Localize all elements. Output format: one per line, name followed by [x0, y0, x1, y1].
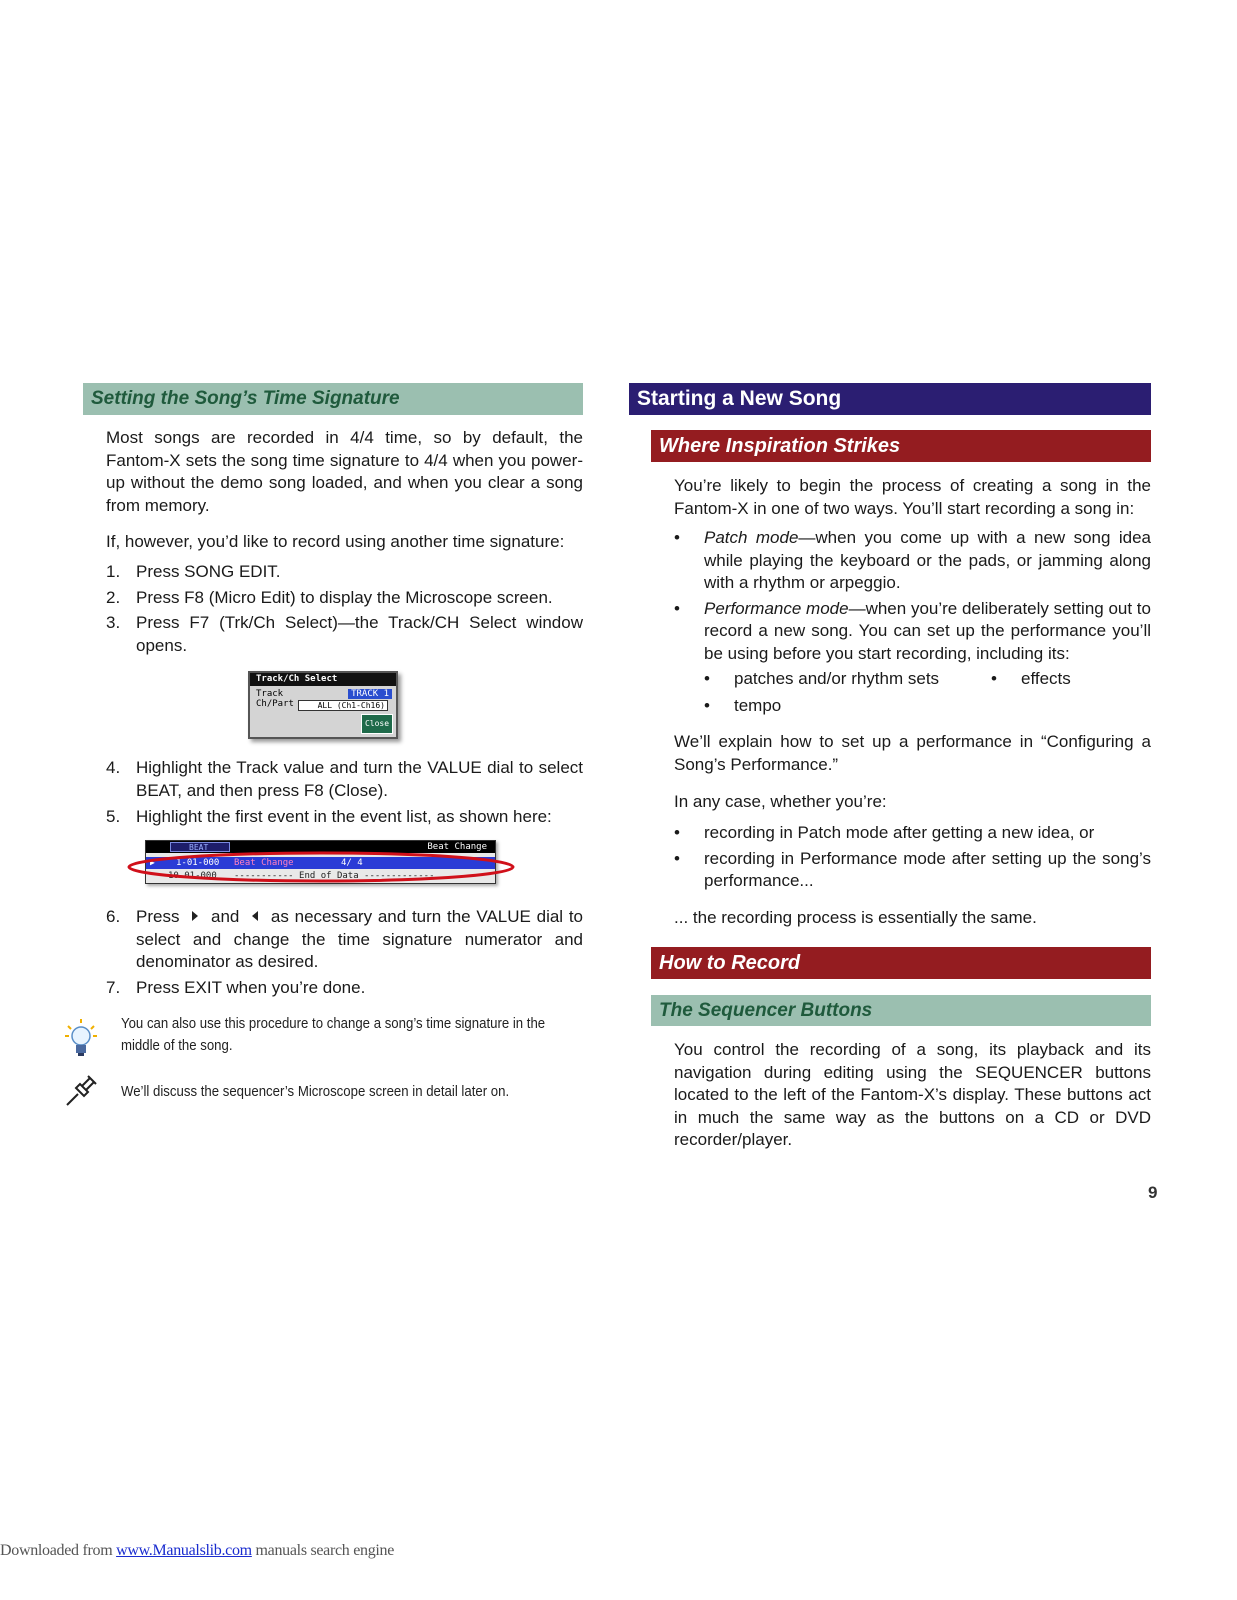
bullet-recording-patch: • recording in Patch mode after getting a new idea, or [674, 823, 1095, 842]
paragraph-configuring: We’ll explain how to set up a performance in “Configuring a Song’s Performance.” [674, 732, 1151, 774]
bullets-modes [674, 527, 1151, 665]
subheader-sequencer-buttons: The Sequencer Buttons [651, 995, 1151, 1026]
page-number: 9 [1148, 1183, 1158, 1202]
step-number: 7. [106, 977, 121, 997]
paragraph-alt-signature: If, however, you’d like to record using another time signature: [106, 532, 565, 551]
subbullet-tempo: • tempo [704, 695, 782, 715]
header-right-label: Beat Change [427, 842, 487, 852]
bullet-emphasis: Performance mode [704, 598, 849, 618]
event-name: Beat Change [234, 858, 294, 868]
event-position: 1-01-000 [176, 858, 220, 868]
bullet-recording-performance: • recording in Performance mode after setting up the song’s performance... [674, 848, 1151, 890]
chpart-value: ALL (Ch1-Ch16) [298, 700, 388, 711]
step-4 [106, 757, 583, 802]
event-value: 4/ 4 [341, 858, 363, 868]
step-5 [106, 806, 583, 829]
subbullet-text: effects [1021, 669, 1071, 688]
step-3 [106, 612, 583, 657]
close-button[interactable]: Close [361, 714, 393, 734]
end-of-data: ----------- End of Data ------------- [234, 871, 435, 881]
step-text: Press F7 (Trk/Ch Select)—the Track/CH Select window opens. [136, 613, 583, 655]
subbullet-patches: • patches and/or rhythm sets [704, 669, 940, 688]
bullet-emphasis: Patch mode [704, 528, 799, 547]
bullets-recording [674, 822, 1151, 893]
right-arrow-icon [191, 906, 199, 929]
subbullets [704, 668, 1071, 717]
subbullet-text: patches and/or rhythm sets [734, 669, 940, 688]
lightbulb-icon [64, 1018, 98, 1063]
track-value: TRACK 1 [348, 689, 392, 699]
step-2 [106, 587, 583, 610]
step-number: 1. [106, 562, 121, 581]
steps-list-a [106, 561, 583, 657]
paragraph-same-process: ... the recording process is essentially the same. [674, 908, 1037, 927]
step-number: 2. [106, 587, 121, 607]
subbullet-effects: • effects [991, 669, 1071, 688]
step-text: Press SONG EDIT. [136, 562, 281, 581]
dialog-title: Track/Ch Select [250, 673, 396, 686]
paragraph-intro: Most songs are recorded in 4/4 time, so by default, the Fantom-X sets the song time signature to 4/4 when you power-up without the demo song loaded, and when you clear a song from memory. [106, 428, 583, 515]
track-label: Track [256, 689, 284, 699]
track-ch-select-dialog [248, 671, 398, 739]
highlight-oval [124, 850, 518, 886]
left-arrow-icon [251, 906, 259, 929]
step-1 [106, 561, 583, 584]
event-position: 10-01-000 [168, 871, 217, 881]
step-number: 4. [106, 758, 121, 777]
bullet-patch-mode: • Patch mode—when you come up with a new song idea while playing the keyboard or the pads, or jamming along with a rhythm or arpeggio. [674, 528, 1151, 592]
footer-suffix: manuals search engine [251, 1542, 395, 1559]
steps-list-c [106, 906, 583, 999]
paragraph-any-case: In any case, whether you’re: [674, 792, 887, 811]
tip-text: You can also use this procedure to change a song’s time signature in the middle of the song. [121, 1015, 546, 1054]
note-text: We’ll discuss the sequencer’s Microscope screen in detail later on. [121, 1083, 510, 1100]
event-row-highlighted[interactable]: ▶ 1-01-000 Beat Change 4/ 4 [146, 857, 495, 869]
step-7 [106, 977, 583, 1000]
step-number: 6. [106, 907, 121, 926]
step-text: Press EXIT when you’re done. [136, 977, 366, 997]
step-text: Highlight the first event in the event list, as shown here: [136, 807, 552, 826]
section-header-starting-new-song: Starting a New Song [629, 383, 1151, 415]
footer-link[interactable]: www.Manualslib.com [116, 1542, 252, 1559]
subheader-where-inspiration-strikes: Where Inspiration Strikes [651, 430, 1151, 462]
step-number: 5. [106, 807, 121, 826]
bullet-text: —when you’re deliberately setting out to record a new song. You can set up the performance you’ll be using before you start recording, including its: [704, 598, 1151, 663]
subheader-how-to-record: How to Record [651, 947, 1151, 979]
subbullet-text: tempo [734, 695, 782, 715]
step-text: and [211, 907, 240, 926]
footer-text [0, 1542, 394, 1560]
bullet-text: recording in Performance mode after setting up the song’s performance... [704, 848, 1151, 890]
bullet-text: recording in Patch mode after getting a new idea, or [704, 823, 1095, 842]
step-6 [106, 906, 583, 974]
section-header-time-signature: Setting the Song’s Time Signature [83, 383, 583, 415]
footer-prefix: Downloaded from [0, 1542, 117, 1559]
tab-beat[interactable]: BEAT [170, 842, 230, 852]
paragraph-ways: You’re likely to begin the process of creating a song in the Fantom-X in one of two ways. You’ll start recording a song in: [674, 476, 1151, 518]
step-text: Highlight the Track value and turn the VALUE dial to select BEAT, and then press F8 (Close). [136, 758, 583, 800]
step-text: Press F8 (Micro Edit) to display the Microscope screen. [136, 587, 553, 607]
step-number: 3. [106, 613, 121, 632]
chpart-label: Ch/Part [256, 699, 294, 709]
step-text: as necessary and turn the VALUE dial to select and change the time signature numerator and denominator as desired. [136, 907, 584, 972]
steps-list-b [106, 757, 583, 829]
pushpin-icon [64, 1074, 98, 1113]
paragraph-sequencer-buttons: You control the recording of a song, its playback and its navigation during editing using the SEQUENCER buttons located to the left of the Fantom-X’s display. These buttons act in much the same way as the buttons on a CD or DVD recorder/player. [674, 1040, 1151, 1149]
bullet-performance-mode: • Performance mode—when you’re deliberately setting out to record a new song. You can set up the performance you’ll be using before you start recording, including its: [674, 598, 1151, 663]
bullet-text: —when you come up with a new song idea while playing the keyboard or the pads, or jamming along with a rhythm or arpeggio. [704, 528, 1151, 592]
step-text: Press [136, 907, 180, 926]
